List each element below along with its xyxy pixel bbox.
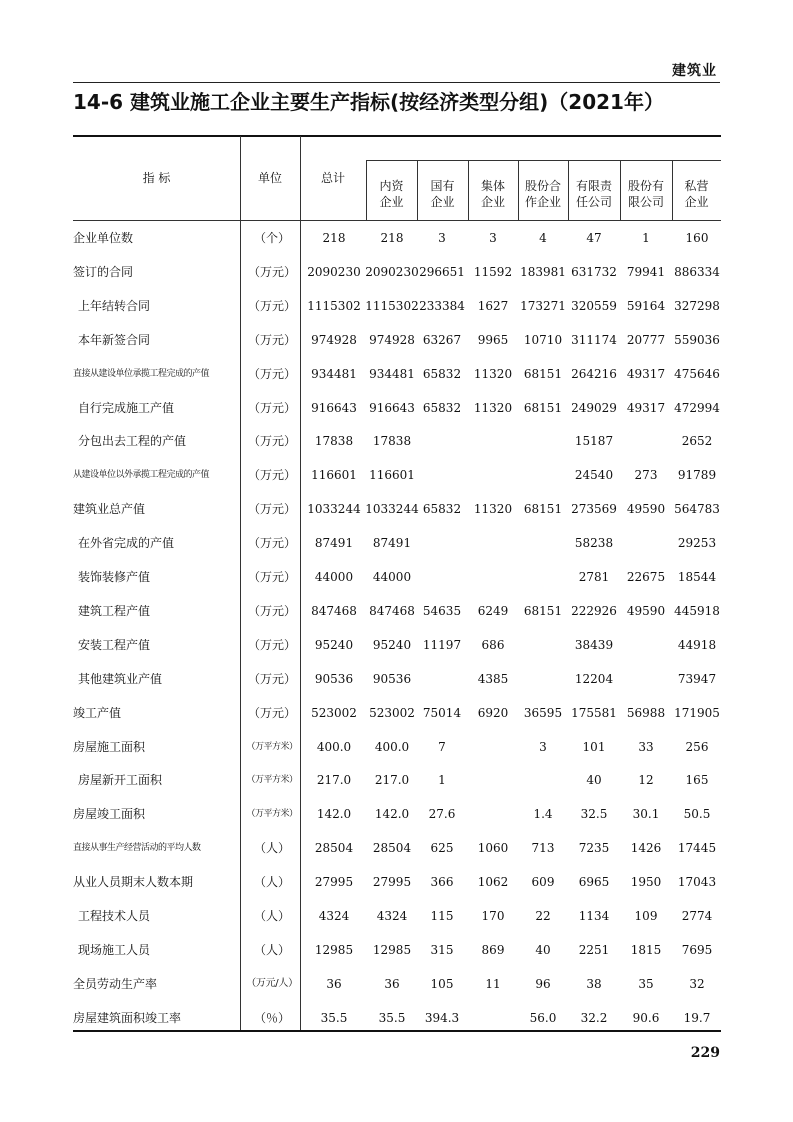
table-cell: 311174 [571,332,617,347]
table-cell: 20777 [626,332,666,347]
table-cell: 90.6 [632,1010,660,1025]
table-cell: 171905 [674,705,720,720]
table-cell: 264216 [571,366,617,381]
table-cell: 559036 [674,332,720,347]
row-unit: （万元） [247,570,296,584]
header-line: 企业 [684,195,709,209]
table-cell: 974928 [369,332,415,347]
row-unit: （万元） [247,637,296,652]
table-cell: 173271 [520,298,566,313]
row-label: 房屋竣工面积 [73,807,146,822]
table-cell: 2774 [681,909,713,923]
table-cell: 12 [638,773,654,788]
table-cell: 6965 [578,875,610,890]
row-label: 从业人员期末人数本期 [73,875,194,890]
table-row [73,703,721,733]
row-label: 直接从建设单位承揽工程完成的产值 [73,368,210,379]
table-row [73,906,721,936]
row-unit: （人） [253,942,290,957]
table-cell: 28504 [372,841,412,856]
table-row [73,364,721,394]
row-unit: （人） [253,841,290,856]
table-cell: 32.5 [580,807,608,822]
table-row [73,431,721,461]
table-row [73,228,721,258]
table-cell: 38 [586,976,602,991]
table-cell: 564783 [674,502,720,517]
table-cell: 68151 [523,366,563,381]
table-cell: 105 [430,976,454,991]
table-cell: 87491 [314,536,354,551]
table-cell: 49317 [626,400,666,415]
row-unit: （万元） [247,603,296,618]
row-label: 竣工产值 [73,705,122,720]
table-row [73,838,721,868]
table-cell: 11 [485,976,501,991]
table-cell: 17043 [677,875,717,890]
table-cell: 609 [531,875,555,890]
table-cell: 116601 [369,468,415,483]
table-cell: 95240 [372,637,412,652]
header-line: 股份合 [524,179,561,193]
row-label: 直接从事生产经营活动的平均人数 [73,843,201,854]
table-cell: 63267 [422,332,462,347]
table-cell: 1 [438,773,446,788]
divider [73,220,721,221]
table-cell: 3 [438,231,446,245]
table-cell: 1115302 [307,298,361,313]
table-cell: 10710 [523,332,563,347]
header-line: 有限责 [575,179,612,193]
table-cell: 472994 [674,400,720,415]
row-label: 房屋建筑面积竣工率 [73,1010,182,1025]
table-cell: 49590 [626,603,666,618]
table-cell: 394.3 [424,1010,460,1025]
table-title: 14-6 建筑业施工企业主要生产指标(按经济类型分组)（2021年） [73,90,664,114]
header-col-state-owned [417,178,468,210]
row-label: 签订的合同 [73,264,134,279]
table-cell: 1033244 [365,502,419,517]
header-line: 国有 [430,179,455,193]
row-unit: （万元） [247,671,296,686]
table-cell: 32.2 [580,1010,608,1025]
header-indicator: 指 标 [142,171,171,185]
table-cell: 273 [634,468,658,483]
header-total: 总计 [320,171,345,185]
table-cell: 847468 [369,603,415,618]
table-cell: 256 [685,739,709,754]
table-cell: 713 [531,841,555,856]
table-cell: 79941 [626,264,666,279]
header-line: 限公司 [627,195,664,209]
table-cell: 400.0 [374,739,410,754]
table-cell: 96 [535,976,551,991]
table-cell: 11320 [473,400,513,415]
table-row [73,398,721,428]
table-cell: 109 [634,909,658,923]
header-line: 集体 [480,179,505,193]
table-cell: 916643 [311,400,357,415]
table-row [73,330,721,360]
table-cell: 296651 [419,264,465,279]
table-cell: 22 [535,909,551,923]
table-cell: 36595 [523,705,563,720]
table-cell: 218 [322,231,346,245]
table-cell: 65832 [422,400,462,415]
row-unit: （％） [253,1010,290,1025]
table-cell: 183981 [520,264,566,279]
table-cell: 3 [539,739,547,754]
table-cell: 1033244 [307,502,361,517]
table-row [73,635,721,665]
table-cell: 35.5 [378,1010,406,1025]
table-cell: 54635 [422,603,462,618]
table-cell: 11320 [473,502,513,517]
table-cell: 32 [689,976,705,991]
header-line: 企业 [480,195,505,209]
table-cell: 17445 [677,841,717,856]
row-label: 建筑工程产值 [78,603,151,618]
table-cell: 6920 [477,705,509,720]
table-cell: 9965 [477,332,509,347]
table-cell: 11320 [473,366,513,381]
table-row [73,804,721,834]
header-col-private [672,178,721,210]
row-label: 其他建筑业产值 [78,671,163,686]
header-col-limited-liability [568,178,620,210]
table-cell: 68151 [523,603,563,618]
table-cell: 1.4 [533,807,553,822]
table-cell: 101 [582,739,606,754]
table-cell: 47 [586,231,602,245]
table-cell: 40 [586,773,602,788]
row-unit: （个） [253,231,290,245]
table-cell: 58238 [574,536,614,551]
row-label: 分包出去工程的产值 [78,434,187,449]
table-cell: 142.0 [316,807,352,822]
table-cell: 686 [481,637,505,652]
row-unit: （万平方米） [246,809,298,820]
table-cell: 273569 [571,502,617,517]
table-cell: 27995 [372,875,412,890]
table-row [73,669,721,699]
table-cell: 249029 [571,400,617,415]
table-cell: 625 [430,841,454,856]
row-label: 房屋施工面积 [73,739,146,754]
section-name: 建筑业 [672,63,717,79]
table-cell: 12985 [314,942,354,957]
table-cell: 7695 [681,942,713,957]
row-label: 全员劳动生产率 [73,976,158,991]
table-cell: 4324 [318,909,350,923]
table-cell: 1815 [630,942,662,957]
row-label: 自行完成施工产值 [78,400,175,415]
table-row [73,296,721,326]
table-cell: 19.7 [683,1010,711,1025]
table-cell: 217.0 [374,773,410,788]
header-line: 作企业 [524,195,561,209]
header-line: 任公司 [575,195,612,209]
table-cell: 1060 [477,841,509,856]
table-cell: 11592 [473,264,513,279]
table-cell: 934481 [311,366,357,381]
table-row [73,567,721,597]
row-label: 在外省完成的产值 [78,536,175,551]
row-label: 建筑业总产值 [73,502,146,517]
table-row [73,1008,721,1038]
table-cell: 44918 [677,637,717,652]
table-bottom-border [73,1030,721,1032]
table-cell: 36 [384,976,400,991]
header-col-cooperative [518,178,568,210]
table-cell: 40 [535,942,551,957]
table-cell: 75014 [422,705,462,720]
table-cell: 233384 [419,298,465,313]
row-unit: （人） [253,875,290,890]
header-line: 企业 [430,195,455,209]
table-cell: 18544 [677,570,717,584]
table-row [73,974,721,1004]
table-cell: 2652 [681,434,713,449]
table-cell: 33 [638,739,654,754]
table-cell: 1134 [578,909,610,923]
page-number: 229 [690,1045,720,1061]
header-col-joint-stock [620,178,672,210]
table-cell: 2251 [578,942,610,957]
table-cell: 90536 [314,671,354,686]
table-cell: 222926 [571,603,617,618]
table-cell: 35.5 [320,1010,348,1025]
table-cell: 38439 [574,637,614,652]
table-row [73,872,721,902]
table-row [73,499,721,529]
row-label: 房屋新开工面积 [78,773,163,788]
table-cell: 6249 [477,603,509,618]
table-cell: 327298 [674,298,720,313]
table-cell: 29253 [677,536,717,551]
table-cell: 1 [642,231,650,245]
row-label: 上年结转合同 [78,298,151,313]
table-cell: 56988 [626,705,666,720]
table-cell: 24540 [574,468,614,483]
table-cell: 4324 [376,909,408,923]
table-cell: 1950 [630,875,662,890]
table-cell: 160 [685,231,709,245]
header-col-domestic [366,178,417,210]
row-label: 安装工程产值 [78,637,151,652]
top-rule [73,82,720,83]
row-label: 本年新签合同 [78,332,151,347]
table-cell: 475646 [674,366,720,381]
table-cell: 56.0 [529,1010,557,1025]
row-unit: （万元） [247,400,296,415]
table-cell: 116601 [311,468,357,483]
table-cell: 44000 [372,570,412,584]
table-cell: 87491 [372,536,412,551]
table-cell: 91789 [677,468,717,483]
table-cell: 320559 [571,298,617,313]
table-cell: 934481 [369,366,415,381]
table-cell: 974928 [311,332,357,347]
table-cell: 847468 [311,603,357,618]
table-cell: 59164 [626,298,666,313]
header-line: 内资 [379,179,404,193]
table-row [73,601,721,631]
row-unit: （万元/人） [246,977,298,989]
row-label: 从建设单位以外承揽工程完成的产值 [73,470,210,481]
table-cell: 65832 [422,502,462,517]
row-unit: （人） [253,909,290,923]
header-line: 私营 [684,179,709,193]
table-row [73,533,721,563]
table-cell: 1627 [477,298,509,313]
divider [366,160,721,161]
table-cell: 12985 [372,942,412,957]
row-unit: （万元） [247,434,296,449]
row-unit: （万平方米） [246,741,298,752]
table-cell: 30.1 [632,807,660,822]
table-row [73,262,721,292]
table-cell: 15187 [574,434,614,449]
table-cell: 68151 [523,400,563,415]
table-cell: 90536 [372,671,412,686]
table-cell: 2090230 [307,264,361,279]
header-line: 企业 [379,195,404,209]
table-cell: 523002 [311,705,357,720]
table-cell: 4 [539,231,547,245]
table-cell: 2090230 [365,264,419,279]
table-top-border [73,135,721,137]
table-cell: 36 [326,976,342,991]
row-unit: （万平方米） [246,775,298,786]
table-cell: 73947 [677,671,717,686]
row-unit: （万元） [247,705,296,720]
table-cell: 916643 [369,400,415,415]
row-label: 现场施工人员 [78,942,151,957]
table-cell: 17838 [314,434,354,449]
table-cell: 445918 [674,603,720,618]
table-cell: 4385 [477,671,509,686]
table-cell: 869 [481,942,505,957]
table-cell: 27995 [314,875,354,890]
row-unit: （万元） [247,536,296,551]
table-cell: 7 [438,739,446,754]
table-cell: 7235 [578,841,610,856]
row-label: 企业单位数 [73,231,134,245]
table-cell: 2781 [578,570,610,584]
table-cell: 315 [430,942,454,957]
table-cell: 22675 [626,570,666,584]
header-unit: 单位 [257,171,282,185]
table-row [73,465,721,495]
table-cell: 12204 [574,671,614,686]
header-col-collective [468,178,518,210]
table-cell: 11197 [422,637,462,652]
table-cell: 366 [430,875,454,890]
table-cell: 1426 [630,841,662,856]
row-unit: （万元） [247,332,296,347]
table-cell: 523002 [369,705,415,720]
table-cell: 27.6 [428,807,456,822]
row-unit: （万元） [247,366,296,381]
table-cell: 142.0 [374,807,410,822]
table-cell: 1062 [477,875,509,890]
table-cell: 217.0 [316,773,352,788]
table-cell: 175581 [571,705,617,720]
row-unit: （万元） [247,298,296,313]
table-cell: 65832 [422,366,462,381]
table-cell: 17838 [372,434,412,449]
table-row [73,770,721,800]
table-cell: 1115302 [365,298,419,313]
table-cell: 631732 [571,264,617,279]
table-cell: 165 [685,773,709,788]
table-cell: 49590 [626,502,666,517]
row-unit: （万元） [247,264,296,279]
table-cell: 44000 [314,570,354,584]
table-row [73,940,721,970]
table-cell: 28504 [314,841,354,856]
table-cell: 400.0 [316,739,352,754]
row-label: 装饰装修产值 [78,570,151,584]
table-cell: 95240 [314,637,354,652]
table-cell: 170 [481,909,505,923]
table-cell: 3 [489,231,497,245]
row-unit: （万元） [247,502,296,517]
table-cell: 218 [380,231,404,245]
header-line: 股份有 [627,179,664,193]
table-cell: 68151 [523,502,563,517]
table-cell: 49317 [626,366,666,381]
table-cell: 35 [638,976,654,991]
table-cell: 50.5 [683,807,711,822]
table-row [73,737,721,767]
row-unit: （万元） [247,468,296,483]
table-cell: 886334 [674,264,720,279]
table-cell: 115 [430,909,454,923]
row-label: 工程技术人员 [78,909,151,923]
